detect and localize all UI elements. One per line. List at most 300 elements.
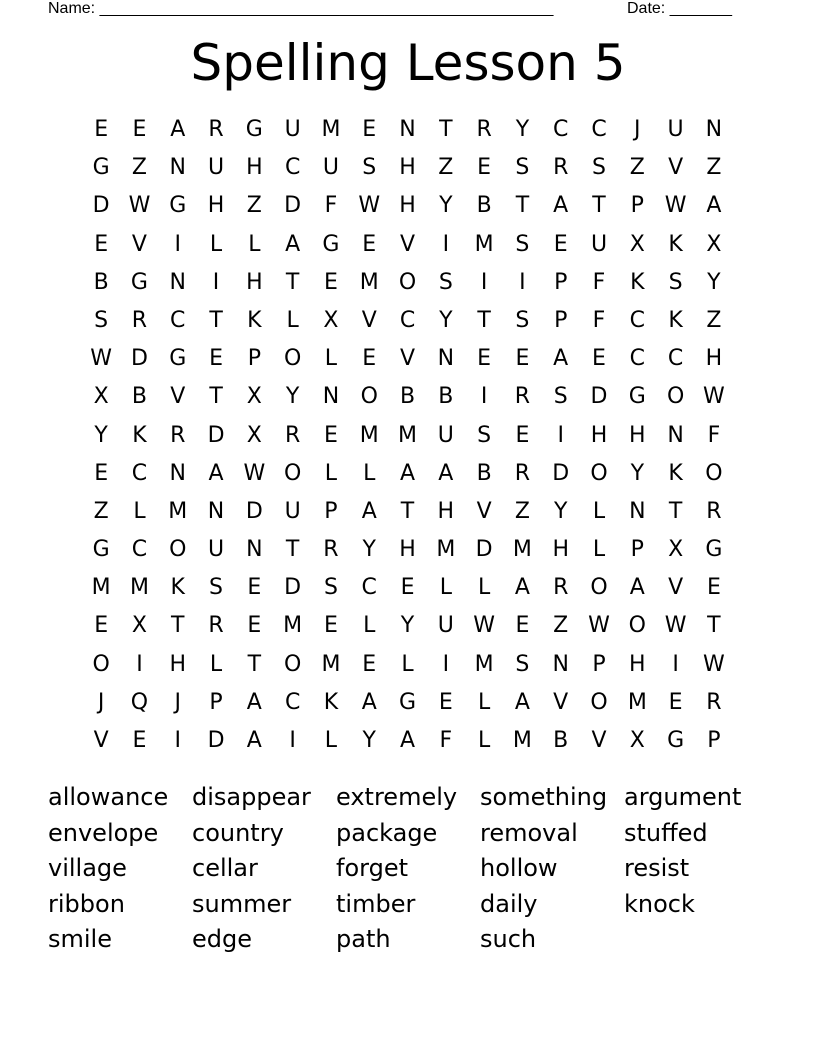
grid-letter: E xyxy=(94,117,109,142)
grid-letter: U xyxy=(284,117,301,142)
grid-letter: Y xyxy=(362,728,376,753)
page-title: Spelling Lesson 5 xyxy=(190,34,626,92)
grid-letter: I xyxy=(442,651,450,677)
grid-letter: E xyxy=(323,269,338,295)
grid-letter: T xyxy=(285,269,300,295)
grid-letter: G xyxy=(628,384,646,410)
word-bank-item: disappear xyxy=(192,783,311,811)
grid-letter: U xyxy=(284,498,301,524)
grid-letter: E xyxy=(132,117,147,142)
grid-letter: S xyxy=(668,269,683,295)
grid-letter: W xyxy=(664,613,687,639)
grid-letter: W xyxy=(243,460,266,486)
grid-letter: M xyxy=(359,269,379,295)
grid-letter: X xyxy=(93,384,109,410)
grid-letter: Y xyxy=(285,384,300,410)
grid-letter: L xyxy=(324,460,338,486)
grid-letter: N xyxy=(207,498,225,524)
grid-letter: E xyxy=(362,231,377,257)
grid-letter: Y xyxy=(553,498,568,524)
grid-letter: O xyxy=(590,575,608,601)
grid-letter: A xyxy=(361,689,377,715)
grid-letter: P xyxy=(324,498,338,524)
grid-letter: K xyxy=(630,269,645,295)
grid-letter: K xyxy=(668,307,683,333)
grid-letter: T xyxy=(285,537,300,563)
grid-letter: Z xyxy=(131,155,147,181)
grid-letter: G xyxy=(322,231,340,257)
grid-letter: C xyxy=(284,689,301,715)
grid-letter: E xyxy=(706,575,721,601)
grid-letter: G xyxy=(92,537,110,563)
grid-letter: R xyxy=(208,117,224,142)
grid-letter: M xyxy=(91,575,111,601)
grid-letter: S xyxy=(515,155,530,181)
grid-letter: P xyxy=(630,193,644,219)
grid-letter: X xyxy=(668,537,684,563)
grid-letter: N xyxy=(246,537,263,563)
grid-letter: M xyxy=(321,651,341,677)
grid-letter: O xyxy=(360,384,378,410)
grid-letter: N xyxy=(399,117,416,142)
grid-letter: A xyxy=(553,193,569,219)
grid-letter: L xyxy=(592,498,606,524)
grid-letter: M xyxy=(398,422,418,448)
grid-letter: I xyxy=(442,231,450,257)
grid-letter: B xyxy=(476,460,492,486)
grid-letter: B xyxy=(399,384,416,410)
grid-letter: S xyxy=(209,575,224,601)
grid-letter: N xyxy=(552,651,569,677)
grid-letter: F xyxy=(592,307,606,333)
grid-letter: H xyxy=(629,651,646,677)
grid-letter: C xyxy=(629,346,645,372)
grid-letter: E xyxy=(94,231,109,257)
grid-letter: S xyxy=(515,651,530,677)
grid-letter: I xyxy=(174,728,181,753)
grid-letter: T xyxy=(209,384,223,410)
grid-letter: P xyxy=(630,537,644,563)
word-bank-item: cellar xyxy=(192,854,258,882)
grid-letter: W xyxy=(664,193,687,219)
grid-letter: L xyxy=(324,346,338,372)
grid-letter: Z xyxy=(706,307,722,333)
grid-letter: K xyxy=(170,575,185,601)
grid-letter: E xyxy=(515,613,530,639)
grid-letter: L xyxy=(592,537,606,563)
grid-letter: T xyxy=(668,498,683,524)
grid-letter: Q xyxy=(130,689,149,715)
grid-letter: O xyxy=(92,651,110,677)
grid-letter: W xyxy=(703,651,725,677)
grid-letter: R xyxy=(208,613,224,639)
grid-letter: Y xyxy=(630,460,645,486)
grid-letter: T xyxy=(592,193,606,219)
grid-letter: E xyxy=(515,422,530,448)
grid-letter: M xyxy=(474,231,494,257)
grid-letter: Z xyxy=(93,498,109,524)
grid-letter: S xyxy=(94,307,109,333)
grid-letter: E xyxy=(247,575,262,601)
grid-letter: V xyxy=(399,231,416,257)
grid-letter: D xyxy=(284,193,302,219)
grid-letter: S xyxy=(362,155,377,181)
grid-letter: G xyxy=(169,193,187,219)
grid-letter: O xyxy=(283,346,302,372)
date-line: Date: _______ xyxy=(627,0,732,17)
grid-letter: X xyxy=(323,307,339,333)
grid-letter: C xyxy=(170,307,186,333)
grid-letter: O xyxy=(590,689,608,715)
grid-letter: E xyxy=(515,346,530,372)
grid-letter: W xyxy=(358,193,381,219)
grid-letter: H xyxy=(207,193,225,219)
grid-letter: L xyxy=(209,231,223,257)
word-bank-item: removal xyxy=(480,818,578,847)
grid-letter: I xyxy=(480,269,488,295)
grid-letter: Z xyxy=(438,155,454,181)
grid-letter: R xyxy=(170,422,186,448)
grid-letter: C xyxy=(629,307,645,333)
grid-letter: T xyxy=(707,613,721,639)
grid-letter: E xyxy=(94,613,109,639)
grid-letter: D xyxy=(207,728,225,753)
word-bank-item: package xyxy=(336,818,438,847)
grid-letter: R xyxy=(323,537,339,563)
grid-letter: C xyxy=(591,117,607,142)
grid-letter: T xyxy=(515,193,530,219)
grid-letter: U xyxy=(207,537,225,563)
grid-letter: T xyxy=(209,307,223,333)
grid-letter: L xyxy=(133,498,146,524)
grid-letter: R xyxy=(706,498,722,524)
grid-letter: R xyxy=(553,155,569,181)
grid-letter: G xyxy=(705,537,723,563)
grid-letter: D xyxy=(475,537,493,563)
grid-letter: L xyxy=(363,613,376,639)
grid-letter: E xyxy=(553,231,568,257)
grid-letter: P xyxy=(247,346,261,372)
grid-letter: Z xyxy=(553,613,569,639)
grid-letter: H xyxy=(169,651,187,677)
grid-letter: A xyxy=(514,575,530,601)
grid-letter: L xyxy=(401,651,414,677)
grid-letter: C xyxy=(399,307,416,333)
grid-letter: D xyxy=(284,575,302,601)
grid-letter: B xyxy=(476,193,492,219)
grid-letter: C xyxy=(284,155,301,181)
grid-letter: J xyxy=(174,689,181,715)
grid-letter: M xyxy=(436,537,456,563)
grid-letter: S xyxy=(515,231,530,257)
grid-letter: A xyxy=(285,231,301,257)
grid-letter: E xyxy=(592,346,606,372)
grid-letter: J xyxy=(634,117,641,142)
grid-letter: Z xyxy=(706,155,722,181)
grid-letter: V xyxy=(553,689,569,715)
grid-letter: F xyxy=(439,728,453,753)
grid-letter: A xyxy=(629,575,645,601)
grid-letter: R xyxy=(514,384,531,410)
grid-letter: B xyxy=(438,384,454,410)
grid-letter: X xyxy=(246,384,262,410)
word-bank-item: envelope xyxy=(48,818,159,847)
grid-letter: N xyxy=(437,346,455,372)
grid-letter: D xyxy=(552,460,570,486)
worksheet-header xyxy=(48,0,748,20)
grid-letter: H xyxy=(399,537,416,563)
grid-letter: H xyxy=(552,537,569,563)
word-bank-item: such xyxy=(480,925,537,953)
grid-letter: Z xyxy=(629,155,645,181)
grid-letter: Y xyxy=(362,537,376,563)
word-bank-item: summer xyxy=(192,889,292,918)
grid-letter: V xyxy=(476,498,492,524)
grid-letter: E xyxy=(209,346,223,372)
grid-letter: F xyxy=(707,422,721,448)
grid-letter: O xyxy=(666,384,685,410)
grid-letter: D xyxy=(245,498,263,524)
grid-letter: M xyxy=(283,613,303,639)
grid-letter: H xyxy=(246,155,263,181)
grid-letter: F xyxy=(592,269,606,295)
grid-letter: K xyxy=(323,689,339,715)
grid-letter: N xyxy=(667,422,684,448)
grid-letter: V xyxy=(93,728,109,753)
grid-letter: K xyxy=(668,231,683,257)
grid-letter: I xyxy=(174,231,181,257)
grid-letter: L xyxy=(439,575,452,601)
grid-letter: P xyxy=(209,689,223,715)
grid-letter: C xyxy=(667,346,684,372)
grid-letter: D xyxy=(92,193,110,219)
grid-letter: E xyxy=(94,460,109,486)
word-bank-item: resist xyxy=(624,854,690,882)
grid-letter: U xyxy=(437,613,454,639)
grid-letter: G xyxy=(398,689,417,715)
grid-letter: N xyxy=(322,384,340,410)
grid-letter: A xyxy=(361,498,377,524)
grid-letter: D xyxy=(207,422,225,448)
grid-letter: R xyxy=(514,460,531,486)
grid-letter: N xyxy=(169,269,186,295)
grid-letter: K xyxy=(132,422,147,448)
letter-grid xyxy=(82,111,733,760)
grid-letter: E xyxy=(362,651,377,677)
grid-letter: E xyxy=(438,689,453,715)
word-bank-item: argument xyxy=(624,783,742,811)
grid-letter: N xyxy=(169,155,186,181)
word-bank-item: allowance xyxy=(48,783,169,811)
grid-letter: L xyxy=(286,307,299,333)
grid-letter: M xyxy=(168,498,188,524)
grid-letter: S xyxy=(438,269,453,295)
grid-letter: Y xyxy=(707,269,721,295)
word-bank-item: timber xyxy=(336,889,416,918)
grid-letter: V xyxy=(399,346,416,372)
grid-letter: I xyxy=(557,422,564,448)
grid-letter: Y xyxy=(400,613,415,639)
grid-letter: O xyxy=(283,460,302,486)
grid-letter: O xyxy=(169,537,187,563)
grid-letter: T xyxy=(400,498,415,524)
grid-letter: M xyxy=(321,117,341,142)
grid-letter: G xyxy=(92,155,110,181)
grid-letter: W xyxy=(703,384,725,410)
grid-letter: A xyxy=(553,346,569,372)
grid-letter: E xyxy=(362,346,377,372)
name-line: Name: ___________________________________________________ xyxy=(48,0,554,17)
grid-letter: X xyxy=(706,231,722,257)
grid-letter: H xyxy=(590,422,608,448)
grid-letter: A xyxy=(399,728,416,753)
grid-letter: R xyxy=(131,307,148,333)
grid-letter: D xyxy=(590,384,608,410)
grid-letter: W xyxy=(90,346,113,372)
grid-letter: I xyxy=(480,384,488,410)
grid-letter: R xyxy=(706,689,722,715)
grid-letter: G xyxy=(130,269,148,295)
grid-letter: L xyxy=(477,728,491,753)
grid-letter: T xyxy=(477,307,491,333)
grid-letter: P xyxy=(554,307,568,333)
word-bank xyxy=(48,780,768,958)
grid-letter: F xyxy=(324,193,338,219)
grid-letter: U xyxy=(322,155,339,181)
word-bank-item: edge xyxy=(192,925,252,953)
grid-letter: S xyxy=(553,384,568,410)
grid-letter: E xyxy=(132,728,147,753)
grid-letter: N xyxy=(169,460,186,486)
grid-letter: X xyxy=(629,728,645,753)
grid-letter: W xyxy=(588,613,610,639)
grid-letter: Y xyxy=(439,193,453,219)
grid-letter: V xyxy=(361,307,377,333)
grid-letter: G xyxy=(245,117,263,142)
grid-letter: A xyxy=(514,689,530,715)
grid-letter: Z xyxy=(514,498,530,524)
grid-letter: L xyxy=(209,651,223,677)
grid-letter: E xyxy=(668,689,683,715)
grid-letter: R xyxy=(476,117,492,142)
word-bank-item: hollow xyxy=(480,854,558,882)
grid-letter: N xyxy=(705,117,723,142)
grid-letter: Y xyxy=(439,307,453,333)
grid-letter: B xyxy=(553,728,569,753)
grid-letter: K xyxy=(247,307,262,333)
grid-letter: L xyxy=(477,689,491,715)
grid-letter: V xyxy=(170,384,186,410)
grid-letter: P xyxy=(707,728,721,753)
grid-letter: B xyxy=(93,269,109,295)
word-bank-item: forget xyxy=(336,854,408,882)
grid-letter: A xyxy=(246,728,262,753)
grid-letter: U xyxy=(437,422,454,448)
grid-letter: R xyxy=(284,422,301,448)
grid-letter: U xyxy=(667,117,684,142)
grid-letter: I xyxy=(289,728,296,753)
grid-letter: M xyxy=(627,689,647,715)
grid-letter: N xyxy=(629,498,646,524)
grid-letter: E xyxy=(247,613,262,639)
grid-letter: H xyxy=(246,269,263,295)
grid-letter: O xyxy=(628,613,646,639)
grid-letter: U xyxy=(207,155,225,181)
grid-letter: A xyxy=(399,460,416,486)
grid-letter: S xyxy=(592,155,606,181)
grid-letter: O xyxy=(590,460,608,486)
grid-letter: H xyxy=(399,155,416,181)
grid-letter: G xyxy=(667,728,685,753)
word-bank-item: path xyxy=(336,925,391,953)
grid-letter: E xyxy=(323,422,338,448)
grid-letter: X xyxy=(246,422,262,448)
grid-letter: O xyxy=(398,269,417,295)
grid-letter: X xyxy=(131,613,147,639)
grid-letter: W xyxy=(473,613,495,639)
grid-letter: A xyxy=(706,193,722,219)
grid-letter: J xyxy=(97,689,105,715)
grid-letter: V xyxy=(591,728,607,753)
grid-letter: O xyxy=(705,460,723,486)
grid-letter: T xyxy=(247,651,262,677)
grid-letter: D xyxy=(130,346,148,372)
grid-letter: M xyxy=(129,575,149,601)
word-bank-item: knock xyxy=(624,889,695,918)
grid-letter: S xyxy=(515,307,530,333)
word-bank-item: stuffed xyxy=(624,818,708,847)
grid-letter: Y xyxy=(515,117,530,142)
grid-letter: P xyxy=(554,269,568,295)
grid-letter: E xyxy=(477,346,492,372)
grid-letter: S xyxy=(477,422,492,448)
grid-letter: L xyxy=(324,728,338,753)
grid-letter: L xyxy=(363,460,376,486)
grid-letter: W xyxy=(128,193,151,219)
grid-letter: E xyxy=(400,575,415,601)
word-bank-item: village xyxy=(48,854,127,882)
grid-letter: M xyxy=(512,537,532,563)
word-bank-item: smile xyxy=(48,925,112,953)
grid-letter: S xyxy=(323,575,338,601)
grid-letter: Z xyxy=(246,193,262,219)
grid-letter: V xyxy=(131,231,147,257)
grid-letter: P xyxy=(592,651,606,677)
word-bank-item: daily xyxy=(480,889,538,918)
grid-letter: C xyxy=(131,537,148,563)
word-bank-item: extremely xyxy=(336,783,458,811)
grid-letter: V xyxy=(668,155,684,181)
grid-letter: U xyxy=(590,231,608,257)
word-bank-item: ribbon xyxy=(48,889,125,918)
grid-letter: L xyxy=(248,231,261,257)
grid-letter: M xyxy=(359,422,379,448)
grid-letter: B xyxy=(131,384,147,410)
grid-letter: E xyxy=(477,155,492,181)
grid-letter: M xyxy=(512,728,532,753)
grid-letter: G xyxy=(169,346,187,372)
grid-letter: R xyxy=(553,575,569,601)
grid-letter: E xyxy=(362,117,377,142)
grid-letter: L xyxy=(477,575,491,601)
grid-letter: I xyxy=(672,651,679,677)
grid-letter: X xyxy=(629,231,645,257)
grid-letter: A xyxy=(170,117,186,142)
grid-letter: A xyxy=(438,460,454,486)
grid-letter: M xyxy=(474,651,494,677)
grid-letter: I xyxy=(136,651,143,677)
grid-letter: A xyxy=(208,460,224,486)
